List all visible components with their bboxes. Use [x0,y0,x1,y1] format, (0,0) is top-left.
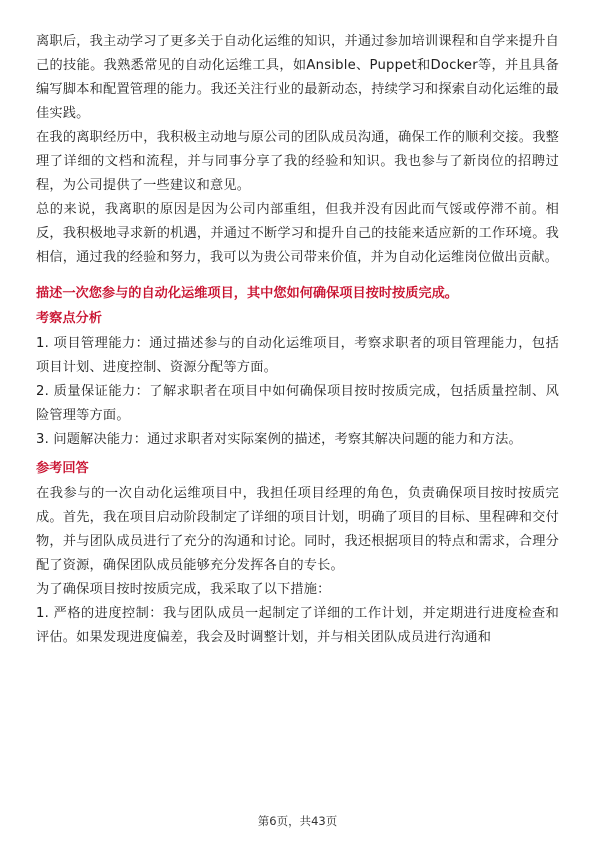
body-paragraph: 总的来说，我离职的原因是因为公司内部重组，但我并没有因此而气馁或停滞不前。相反，我积极地寻求新的机遇，并通过不断学习和提升自己的技能来适应新的工作环境。我相信，通过我的经验和努力，我可以为贵公司带来价值，并为自动化运维岗位做出贡献。 [36,202,559,265]
answer-paragraph: 为了确保项目按时按质完成，我采取了以下措施： [36,582,331,597]
question-title: 描述一次您参与的自动化运维项目，其中您如何确保项目按时按质完成。 [36,286,458,301]
answer-paragraph: 在我参与的一次自动化运维项目中，我担任项目经理的角色，负责确保项目按时按质完成。首先，我在项目启动阶段制定了详细的项目计划，明确了项目的目标、里程碑和交付物，并与团队成员进行了充分的沟通和讨论。同时，我还根据项目的特点和需求，合理分配了资源，确保团队成员能够充分发挥各自的专长。 [36,486,559,573]
answer-paragraph: 1. 严格的进度控制：我与团队成员一起制定了详细的工作计划，并定期进行进度检查和评估。如果发现进度偏差，我会及时调整计划，并与相关团队成员进行沟通和 [36,606,559,645]
answer-heading: 参考回答 [36,461,89,476]
analysis-heading: 考察点分析 [36,311,102,326]
body-paragraph: 离职后，我主动学习了更多关于自动化运维的知识，并通过参加培训课程和自学来提升自己的技能。我熟悉常见的自动化运维工具，如Ansible、Puppet和Docker等，并且具备编写脚本和配置管理的能力。我还关注行业的最新动态，持续学习和探索自动化运维的最佳实践。 [36,34,559,121]
analysis-item: 2. 质量保证能力：了解求职者在项目中如何确保项目按时按质完成，包括质量控制、风险管理等方面。 [36,384,559,423]
page-number-footer: 第6页，共43页 [257,814,338,828]
analysis-item: 3. 问题解决能力：通过求职者对实际案例的描述，考察其解决问题的能力和方法。 [36,432,522,447]
page-content [36,30,559,650]
body-paragraph: 在我的离职经历中，我积极主动地与原公司的团队成员沟通，确保工作的顺利交接。我整理了详细的文档和流程，并与同事分享了我的经验和知识。我也参与了新岗位的招聘过程，为公司提供了一些建议和意见。 [36,130,559,193]
analysis-item: 1. 项目管理能力：通过描述参与的自动化运维项目，考察求职者的项目管理能力，包括项目计划、进度控制、资源分配等方面。 [36,336,559,375]
